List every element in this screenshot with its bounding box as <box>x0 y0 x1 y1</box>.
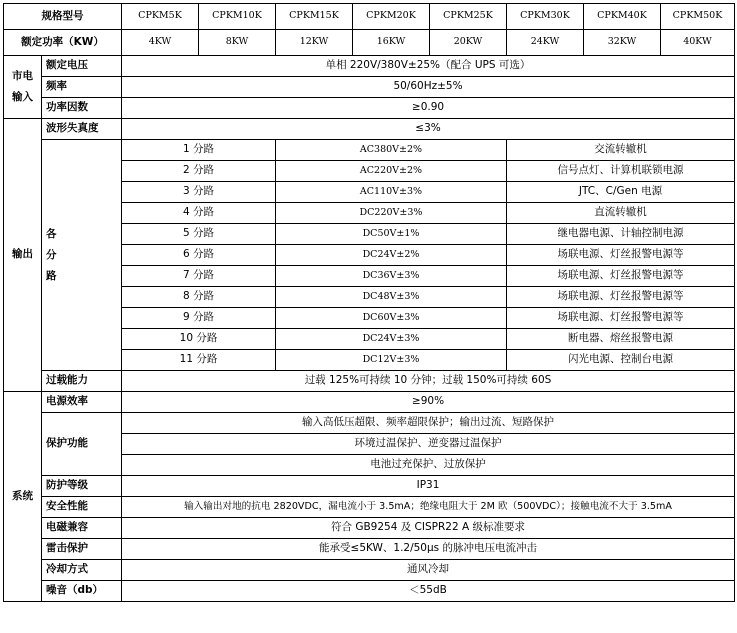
model-cell: CPKM25K <box>430 4 507 30</box>
protection-row <box>4 413 735 434</box>
branch-name: 8 分路 <box>122 287 276 308</box>
power-cell: 4KW <box>122 30 199 56</box>
rated-voltage-row <box>4 56 735 77</box>
surge-label: 雷击保护 <box>42 539 122 560</box>
branch-voltage: DC48V±3% <box>276 287 507 308</box>
branch-voltage: DC12V±3% <box>276 350 507 371</box>
overload-label: 过载能力 <box>42 371 122 392</box>
model-cell: CPKM20K <box>353 4 430 30</box>
branch-use: 直流转辙机 <box>507 203 735 224</box>
safety-label: 安全性能 <box>42 497 122 518</box>
cooling-row <box>4 560 735 581</box>
branch-use: 继电器电源、计轴控制电源 <box>507 224 735 245</box>
cooling-value: 通风冷却 <box>122 560 735 581</box>
branches-label-line1: 各 <box>46 227 57 240</box>
power-cell: 40KW <box>661 30 735 56</box>
branch-use: 场联电源、灯丝报警电源等 <box>507 245 735 266</box>
thd-value: ≤3% <box>122 119 735 140</box>
power-factor-label: 功率因数 <box>42 98 122 119</box>
model-cell: CPKM5K <box>122 4 199 30</box>
branch-voltage: AC380V±2% <box>276 140 507 161</box>
power-cell: 16KW <box>353 30 430 56</box>
safety-row <box>4 497 735 518</box>
branch-voltage: AC110V±3% <box>276 182 507 203</box>
branches-label-line3: 路 <box>46 269 57 282</box>
ip-rating-label: 防护等级 <box>42 476 122 497</box>
branch-voltage: DC50V±1% <box>276 224 507 245</box>
power-cell: 20KW <box>430 30 507 56</box>
efficiency-label: 电源效率 <box>42 392 122 413</box>
rated-voltage-label: 额定电压 <box>42 56 122 77</box>
efficiency-row <box>4 392 735 413</box>
model-header-label: 规格型号 <box>4 4 122 30</box>
rated-power-label: 额定功率（KW） <box>4 30 122 56</box>
branch-use: 场联电源、灯丝报警电源等 <box>507 308 735 329</box>
branch-name: 1 分路 <box>122 140 276 161</box>
branch-use: 断电器、熔丝报警电源 <box>507 329 735 350</box>
overload-value: 过载 125%可持续 10 分钟；过载 150%可持续 60S <box>122 371 735 392</box>
model-cell: CPKM30K <box>507 4 584 30</box>
emc-label: 电磁兼容 <box>42 518 122 539</box>
branch-use: JTC、C/Gen 电源 <box>507 182 735 203</box>
model-cell: CPKM40K <box>584 4 661 30</box>
power-cell: 24KW <box>507 30 584 56</box>
branch-use: 场联电源、灯丝报警电源等 <box>507 266 735 287</box>
noise-label: 噪音（db） <box>42 581 122 602</box>
rated-voltage-value: 单相 220V/380V±25%（配合 UPS 可选） <box>122 56 735 77</box>
ip-rating-value: IP31 <box>122 476 735 497</box>
branch-name: 5 分路 <box>122 224 276 245</box>
ip-rating-row <box>4 476 735 497</box>
overload-row <box>4 371 735 392</box>
protection-line: 环境过温保护、逆变器过温保护 <box>122 434 735 455</box>
branch-name: 11 分路 <box>122 350 276 371</box>
rated-power-row <box>4 30 735 56</box>
header-row <box>4 4 735 30</box>
branch-name: 3 分路 <box>122 182 276 203</box>
frequency-value: 50/60Hz±5% <box>122 77 735 98</box>
branch-name: 7 分路 <box>122 266 276 287</box>
branch-voltage: DC60V±3% <box>276 308 507 329</box>
power-cell: 32KW <box>584 30 661 56</box>
protection-label: 保护功能 <box>42 413 122 476</box>
output-group-label: 输出 <box>4 119 42 392</box>
safety-value: 输入输出对地的抗电 2820VDC，漏电流小于 3.5mA；绝缘电阻大于 2M 欧（500VDC）；接触电流不大于 3.5mA <box>122 497 735 518</box>
emc-value: 符合 GB9254 及 CISPR22 A 级标准要求 <box>122 518 735 539</box>
emc-row <box>4 518 735 539</box>
branch-use: 信号点灯、计算机联锁电源 <box>507 161 735 182</box>
branch-name: 10 分路 <box>122 329 276 350</box>
spec-table <box>3 3 735 602</box>
model-cell: CPKM10K <box>199 4 276 30</box>
branches-label <box>42 140 122 371</box>
thd-row <box>4 119 735 140</box>
branch-name: 4 分路 <box>122 203 276 224</box>
mains-input-label-line2: 输入 <box>12 91 33 103</box>
branch-voltage: AC220V±2% <box>276 161 507 182</box>
mains-input-label-line1: 市电 <box>12 70 33 82</box>
branch-voltage: DC36V±3% <box>276 266 507 287</box>
system-group-label: 系统 <box>4 392 42 602</box>
branches-label-line2: 分 <box>46 248 57 261</box>
noise-row <box>4 581 735 602</box>
power-cell: 8KW <box>199 30 276 56</box>
model-cell: CPKM50K <box>661 4 735 30</box>
branch-use: 场联电源、灯丝报警电源等 <box>507 287 735 308</box>
branch-voltage: DC220V±3% <box>276 203 507 224</box>
branch-name: 6 分路 <box>122 245 276 266</box>
noise-value: ＜55dB <box>122 581 735 602</box>
power-factor-value: ≥0.90 <box>122 98 735 119</box>
branch-voltage: DC24V±3% <box>276 329 507 350</box>
protection-line: 电池过充保护、过放保护 <box>122 455 735 476</box>
thd-label: 波形失真度 <box>42 119 122 140</box>
branch-name: 9 分路 <box>122 308 276 329</box>
efficiency-value: ≥90% <box>122 392 735 413</box>
frequency-label: 频率 <box>42 77 122 98</box>
cooling-label: 冷却方式 <box>42 560 122 581</box>
frequency-row <box>4 77 735 98</box>
protection-line: 输入高低压超限、频率超限保护；输出过流、短路保护 <box>122 413 735 434</box>
surge-row <box>4 539 735 560</box>
branch-use: 闪光电源、控制台电源 <box>507 350 735 371</box>
branch-name: 2 分路 <box>122 161 276 182</box>
model-cell: CPKM15K <box>276 4 353 30</box>
power-factor-row <box>4 98 735 119</box>
power-cell: 12KW <box>276 30 353 56</box>
branch-row <box>4 140 735 161</box>
surge-value: 能承受≤5KW、1.2/50μs 的脉冲电压电流冲击 <box>122 539 735 560</box>
mains-input-group-label <box>4 56 42 119</box>
branch-use: 交流转辙机 <box>507 140 735 161</box>
branch-voltage: DC24V±2% <box>276 245 507 266</box>
